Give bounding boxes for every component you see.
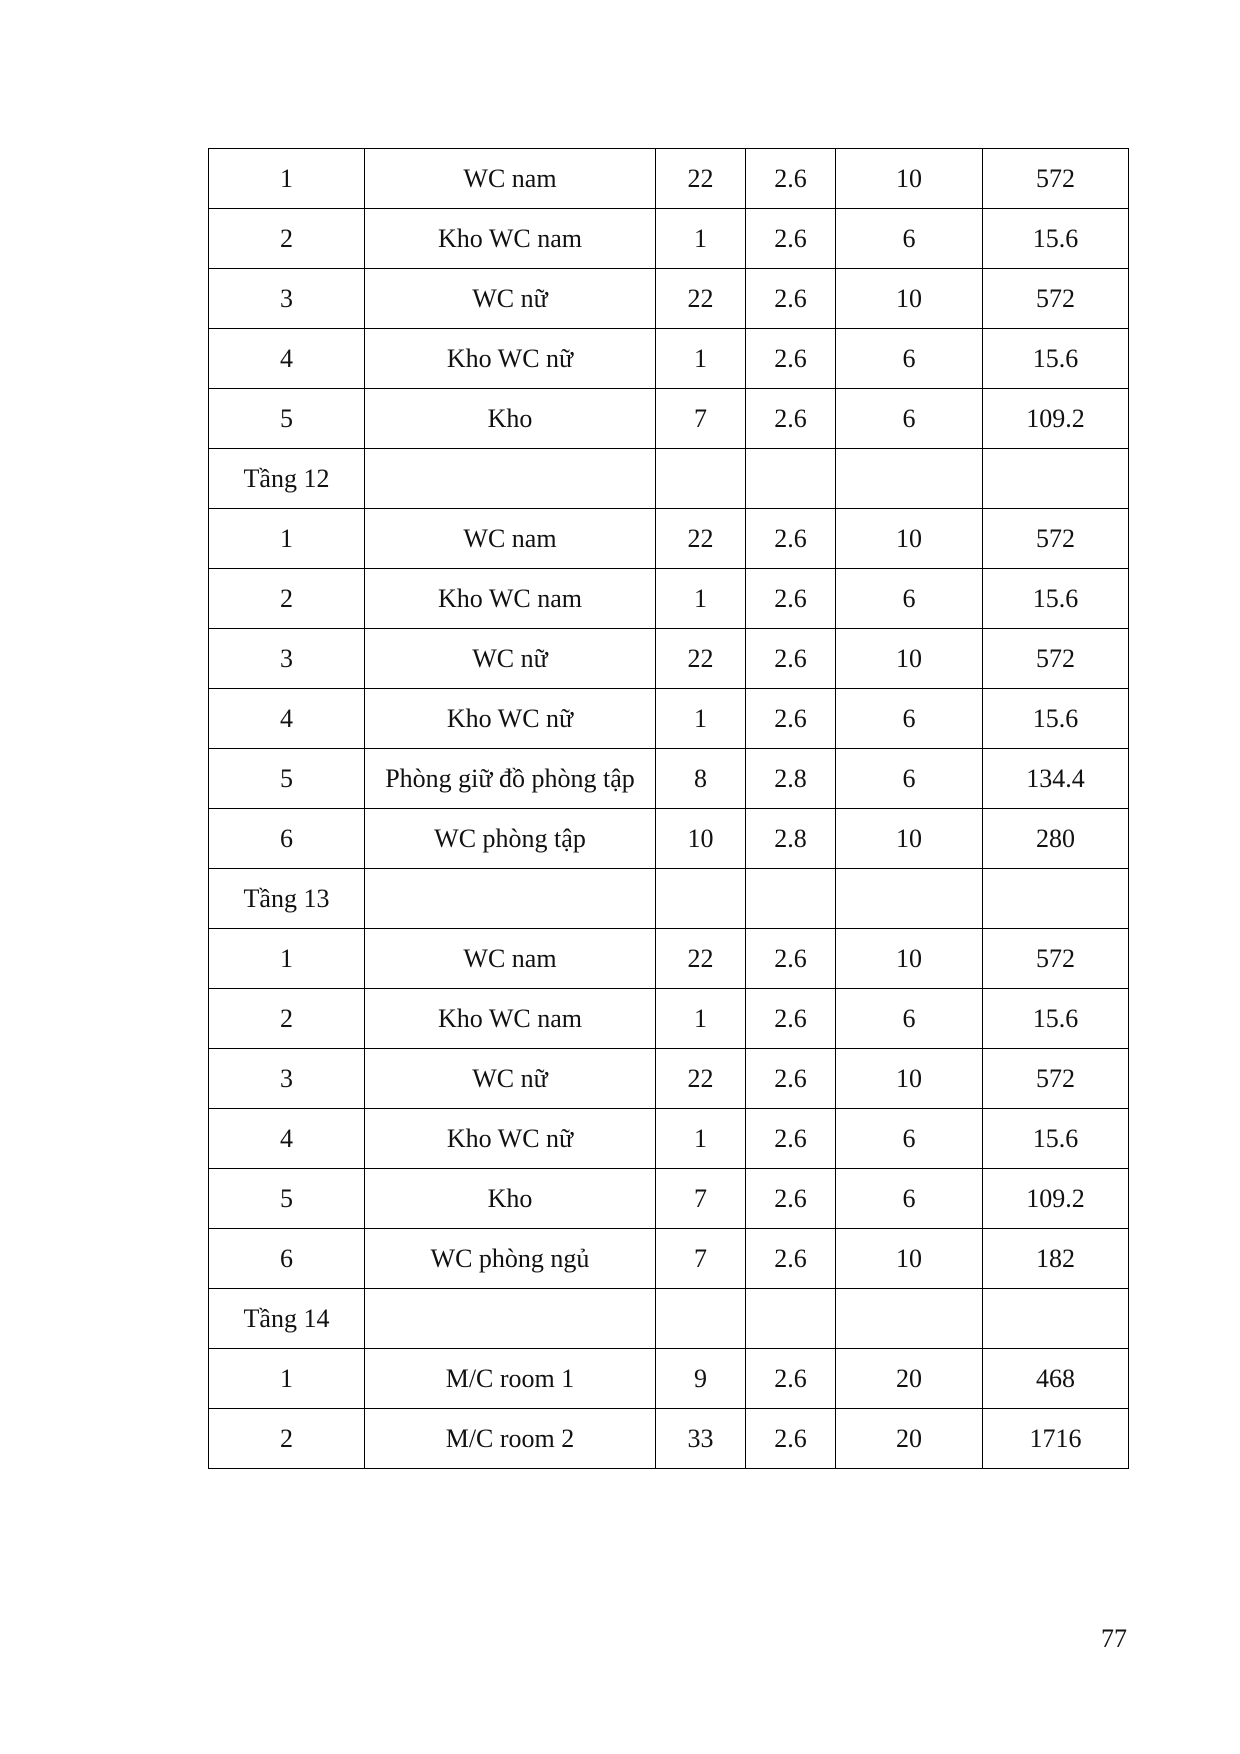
table-cell: 2.6 — [746, 329, 836, 389]
table-cell: 6 — [836, 749, 983, 809]
table-cell: 1 — [656, 1109, 746, 1169]
table-cell: 2.6 — [746, 1409, 836, 1469]
table-cell: 10 — [836, 269, 983, 329]
table-cell: Kho — [365, 389, 656, 449]
table-cell: Kho WC nam — [365, 569, 656, 629]
table-row — [209, 869, 1129, 929]
table-cell — [983, 449, 1129, 509]
table-cell: 4 — [209, 329, 365, 389]
table-row — [209, 989, 1129, 1049]
table-cell — [656, 869, 746, 929]
table-cell: Kho WC nữ — [365, 329, 656, 389]
table-cell: 109.2 — [983, 389, 1129, 449]
table-cell: 6 — [836, 329, 983, 389]
table-cell: 2.6 — [746, 569, 836, 629]
table-cell: 572 — [983, 629, 1129, 689]
table-cell: 2 — [209, 209, 365, 269]
table-cell: 2.6 — [746, 1229, 836, 1289]
table-row — [209, 509, 1129, 569]
table-cell: 572 — [983, 149, 1129, 209]
table-cell: 7 — [656, 389, 746, 449]
table-cell: 4 — [209, 1109, 365, 1169]
table-cell: 6 — [836, 689, 983, 749]
table-cell: 22 — [656, 629, 746, 689]
table-cell: Kho — [365, 1169, 656, 1229]
table-row — [209, 389, 1129, 449]
table-cell: 6 — [209, 1229, 365, 1289]
table-cell — [746, 1289, 836, 1349]
table-cell: 2.8 — [746, 749, 836, 809]
table-body — [209, 149, 1129, 1469]
table-row — [209, 929, 1129, 989]
table-cell: 1 — [656, 209, 746, 269]
table-row — [209, 629, 1129, 689]
table-cell — [656, 1289, 746, 1349]
table-row — [209, 1109, 1129, 1169]
table-cell: 572 — [983, 1049, 1129, 1109]
table-row — [209, 569, 1129, 629]
table-cell: 1 — [656, 569, 746, 629]
table-cell: 2.6 — [746, 269, 836, 329]
table-cell: 20 — [836, 1409, 983, 1469]
table-row — [209, 809, 1129, 869]
table-cell: Tầng 14 — [209, 1289, 365, 1349]
table-cell: 572 — [983, 269, 1129, 329]
table-cell — [656, 449, 746, 509]
table-cell — [365, 869, 656, 929]
table-cell: 2.6 — [746, 1109, 836, 1169]
table-cell: 3 — [209, 1049, 365, 1109]
table-cell: 15.6 — [983, 329, 1129, 389]
table-row — [209, 1229, 1129, 1289]
table-cell: 10 — [836, 809, 983, 869]
table-row — [209, 449, 1129, 509]
table-cell: 6 — [836, 209, 983, 269]
table-cell: 15.6 — [983, 569, 1129, 629]
table-cell: 572 — [983, 929, 1129, 989]
table-cell: 22 — [656, 929, 746, 989]
table-cell: 15.6 — [983, 689, 1129, 749]
table-cell: 22 — [656, 1049, 746, 1109]
table-cell: Kho WC nữ — [365, 1109, 656, 1169]
table-cell: 5 — [209, 749, 365, 809]
table-cell: 2.6 — [746, 629, 836, 689]
table-cell: 2.6 — [746, 689, 836, 749]
table-row — [209, 149, 1129, 209]
table-cell: 468 — [983, 1349, 1129, 1409]
table-cell: 2.6 — [746, 1349, 836, 1409]
table-cell: 5 — [209, 1169, 365, 1229]
table-cell: 8 — [656, 749, 746, 809]
table-cell: 15.6 — [983, 209, 1129, 269]
table-cell: 2.6 — [746, 209, 836, 269]
table-cell — [983, 1289, 1129, 1349]
table-cell: WC phòng tập — [365, 809, 656, 869]
table-cell — [365, 449, 656, 509]
table-row — [209, 749, 1129, 809]
table-cell: 2 — [209, 1409, 365, 1469]
table-cell: 1716 — [983, 1409, 1129, 1469]
table-cell: 280 — [983, 809, 1129, 869]
table-cell: 6 — [209, 809, 365, 869]
table-cell: 2.6 — [746, 509, 836, 569]
table-cell: 10 — [836, 929, 983, 989]
table-cell: 4 — [209, 689, 365, 749]
table-row — [209, 269, 1129, 329]
table-cell — [836, 869, 983, 929]
table-cell: 10 — [836, 509, 983, 569]
table-cell: 10 — [836, 1049, 983, 1109]
table-row — [209, 329, 1129, 389]
table-cell: 7 — [656, 1169, 746, 1229]
table-cell: 15.6 — [983, 1109, 1129, 1169]
table-cell: WC phòng ngủ — [365, 1229, 656, 1289]
page-number: 77 — [1101, 1624, 1127, 1653]
table-cell: 134.4 — [983, 749, 1129, 809]
data-table — [208, 148, 1129, 1469]
table-cell: 22 — [656, 149, 746, 209]
table-row — [209, 1409, 1129, 1469]
table-cell: 10 — [836, 629, 983, 689]
table-row — [209, 1169, 1129, 1229]
table-cell: Kho WC nữ — [365, 689, 656, 749]
table-cell: 6 — [836, 1169, 983, 1229]
table-cell: 2.6 — [746, 989, 836, 1049]
table-cell: 6 — [836, 989, 983, 1049]
table-cell: 109.2 — [983, 1169, 1129, 1229]
table-cell: 1 — [209, 1349, 365, 1409]
table-cell: 5 — [209, 389, 365, 449]
table-cell: WC nữ — [365, 629, 656, 689]
table-cell: 10 — [836, 149, 983, 209]
table-cell: 6 — [836, 1109, 983, 1169]
table-cell: WC nam — [365, 929, 656, 989]
table-row — [209, 1349, 1129, 1409]
table-cell: 3 — [209, 269, 365, 329]
table-cell: 9 — [656, 1349, 746, 1409]
table-cell: WC nữ — [365, 1049, 656, 1109]
table-cell: 33 — [656, 1409, 746, 1469]
table-cell: WC nam — [365, 509, 656, 569]
table-cell: 1 — [656, 689, 746, 749]
table-cell — [836, 1289, 983, 1349]
table-cell: 2 — [209, 569, 365, 629]
table-cell: 1 — [209, 509, 365, 569]
table-cell — [365, 1289, 656, 1349]
table-cell: 6 — [836, 389, 983, 449]
table-cell: 22 — [656, 509, 746, 569]
table-cell: 572 — [983, 509, 1129, 569]
table-cell: 6 — [836, 569, 983, 629]
table-cell: 10 — [656, 809, 746, 869]
table-row — [209, 209, 1129, 269]
table-cell: Kho WC nam — [365, 209, 656, 269]
table-cell: 2 — [209, 989, 365, 1049]
table-cell: Phòng giữ đồ phòng tập — [365, 749, 656, 809]
table-cell: Tầng 13 — [209, 869, 365, 929]
table-cell: 22 — [656, 269, 746, 329]
table-row — [209, 689, 1129, 749]
table-cell — [746, 449, 836, 509]
table-cell: 2.6 — [746, 389, 836, 449]
table-cell: 1 — [656, 329, 746, 389]
table-cell: WC nam — [365, 149, 656, 209]
table-cell: 15.6 — [983, 989, 1129, 1049]
table-row — [209, 1289, 1129, 1349]
table-row — [209, 1049, 1129, 1109]
table-cell — [836, 449, 983, 509]
table-cell: 1 — [656, 989, 746, 1049]
table-cell: 1 — [209, 929, 365, 989]
table-cell: 2.6 — [746, 149, 836, 209]
table-cell: Tầng 12 — [209, 449, 365, 509]
table-cell: WC nữ — [365, 269, 656, 329]
table-cell: 7 — [656, 1229, 746, 1289]
table-cell: M/C room 1 — [365, 1349, 656, 1409]
table-cell — [746, 869, 836, 929]
table-cell — [983, 869, 1129, 929]
table-cell: 20 — [836, 1349, 983, 1409]
table-cell: M/C room 2 — [365, 1409, 656, 1469]
table-cell: 3 — [209, 629, 365, 689]
table-cell: 2.6 — [746, 1169, 836, 1229]
table-cell: 2.6 — [746, 1049, 836, 1109]
table-cell: Kho WC nam — [365, 989, 656, 1049]
table-cell: 2.6 — [746, 929, 836, 989]
table-cell: 1 — [209, 149, 365, 209]
table-cell: 182 — [983, 1229, 1129, 1289]
table-cell: 2.8 — [746, 809, 836, 869]
table-cell: 10 — [836, 1229, 983, 1289]
